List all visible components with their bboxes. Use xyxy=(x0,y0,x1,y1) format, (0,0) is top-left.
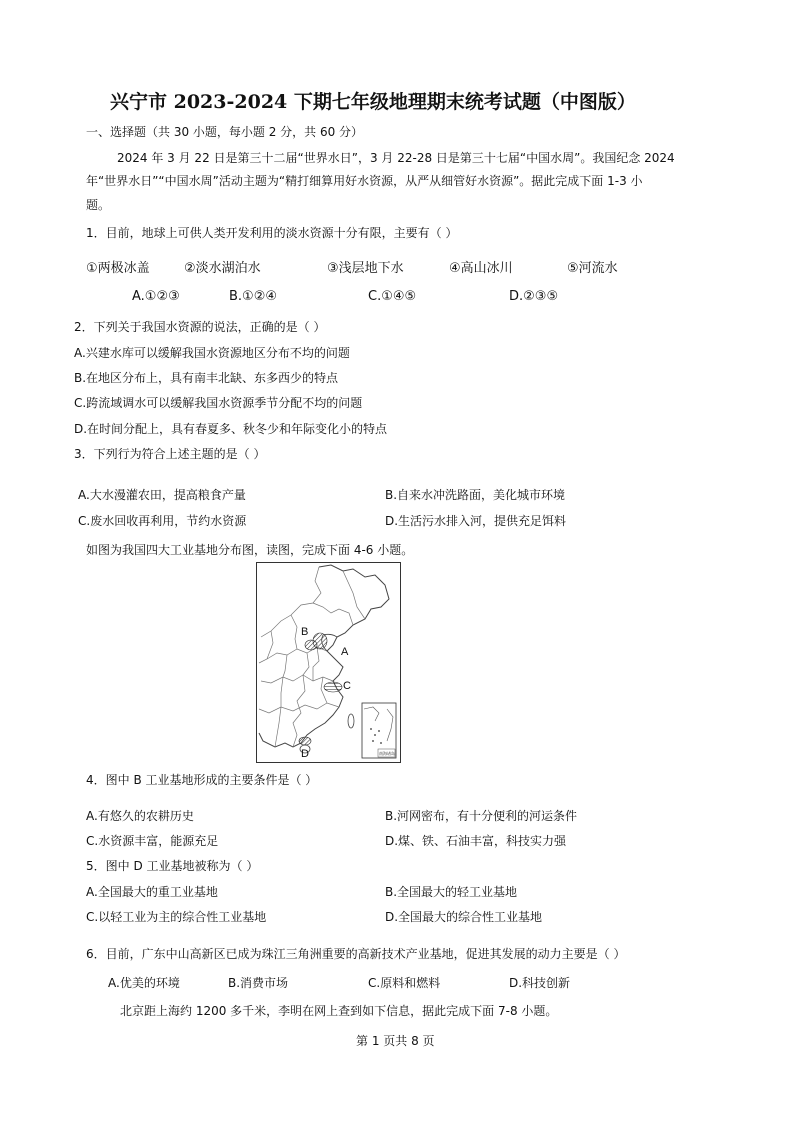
question-1-option-d[interactable]: D.②③⑤ xyxy=(509,289,559,304)
section-heading: 一、选择题（共 30 小题，每小题 2 分，共 60 分） xyxy=(86,125,364,139)
question-2-option-d[interactable]: D.在时间分配上，具有春夏多、秋冬少和年际变化小的特点 xyxy=(74,422,388,436)
question-1-item-1: ①两极冰盖 xyxy=(86,261,150,276)
question-3-stem: 3．下列行为符合上述主题的是（ ） xyxy=(74,447,266,461)
map-label-d: D xyxy=(301,748,309,760)
question-2-stem: 2．下列关于我国水资源的说法，正确的是（ ） xyxy=(74,320,326,334)
question-1-stem: 1．目前，地球上可供人类开发利用的淡水资源十分有限，主要有（ ） xyxy=(86,226,458,240)
intro-1-3-line-2: 年“世界水日”“中国水周”活动主题为“精打细算用好水资源，从严从细管好水资源”。据此完成下面 1-3 小 xyxy=(86,174,643,188)
question-1-item-5: ⑤河流水 xyxy=(567,261,618,276)
question-5-option-d[interactable]: D.全国最大的综合性工业基地 xyxy=(385,910,543,924)
map-label-b: B xyxy=(301,626,309,638)
question-4-stem: 4．图中 B 工业基地形成的主要条件是（ ） xyxy=(86,773,318,787)
intro-7-8: 北京距上海约 1200 多千米，李明在网上查到如下信息，据此完成下面 7-8 小题。 xyxy=(120,1004,558,1018)
question-6-option-b[interactable]: B.消费市场 xyxy=(228,976,289,990)
question-5-option-b[interactable]: B.全国最大的轻工业基地 xyxy=(385,885,518,899)
question-2-option-b[interactable]: B.在地区分布上，具有南丰北缺、东多西少的特点 xyxy=(74,371,339,385)
question-1-option-c[interactable]: C.①④⑤ xyxy=(368,289,417,304)
question-1-option-b[interactable]: B.①②④ xyxy=(229,289,278,304)
map-label-c: C xyxy=(343,680,351,692)
industrial-area-b xyxy=(305,640,317,650)
question-4-option-c[interactable]: C.水资源丰富，能源充足 xyxy=(86,834,219,848)
question-4-option-d[interactable]: D.煤、铁、石油丰富，科技实力强 xyxy=(385,834,567,848)
intro-1-3-line-1: 2024 年 3 月 22 日是第三十二届“世界水日”，3 月 22-28 日是第三十七届“中国水周”。我国纪念 2024 xyxy=(117,151,675,165)
intro-4-6: 如图为我国四大工业基地分布图，读图，完成下面 4-6 小题。 xyxy=(86,543,414,557)
taiwan-island xyxy=(348,714,354,728)
intro-1-3-line-3: 题。 xyxy=(86,198,111,212)
question-5-option-c[interactable]: C.以轻工业为主的综合性工业基地 xyxy=(86,910,267,924)
industrial-area-c xyxy=(324,682,342,692)
question-2-option-c[interactable]: C.跨流域调水可以缓解我国水资源季节分配不均的问题 xyxy=(74,396,363,410)
question-4-option-a[interactable]: A.有悠久的农耕历史 xyxy=(86,809,194,823)
question-5-option-a[interactable]: A.全国最大的重工业基地 xyxy=(86,885,218,899)
question-4-option-b[interactable]: B.河网密布，有十分便利的河运条件 xyxy=(385,809,578,823)
question-1-item-2: ②淡水湖泊水 xyxy=(184,261,261,276)
question-3-option-c[interactable]: C.废水回收再利用，节约水资源 xyxy=(78,514,247,528)
question-6-option-a[interactable]: A.优美的环境 xyxy=(108,976,180,990)
map-drawing xyxy=(257,563,400,762)
question-6-stem: 6．目前，广东中山高新区已成为珠江三角洲重要的高新技术产业基地，促进其发展的动力主要是（ ） xyxy=(86,947,626,961)
question-1-item-3: ③浅层地下水 xyxy=(327,261,404,276)
page-title: 兴宁市 2023-2024 下期七年级地理期末统考试题（中图版） xyxy=(110,91,636,113)
question-2-option-a[interactable]: A.兴建水库可以缓解我国水资源地区分布不均的问题 xyxy=(74,346,350,360)
china-industrial-bases-map xyxy=(256,562,401,763)
inset-caption: 南海诸岛 xyxy=(379,751,395,756)
question-5-stem: 5．图中 D 工业基地被称为（ ） xyxy=(86,859,259,873)
industrial-area-d xyxy=(299,737,311,745)
question-6-option-c[interactable]: C.原料和燃料 xyxy=(368,976,441,990)
question-3-option-b[interactable]: B.自来水冲洗路面，美化城市环境 xyxy=(385,488,566,502)
page-footer: 第 1 页共 8 页 xyxy=(356,1034,435,1048)
question-1-option-a[interactable]: A.①②③ xyxy=(132,289,180,304)
question-3-option-a[interactable]: A.大水漫灌农田，提高粮食产量 xyxy=(78,488,246,502)
question-1-item-4: ④高山冰川 xyxy=(449,261,513,276)
question-3-option-d[interactable]: D.生活污水排入河，提供充足饵料 xyxy=(385,514,567,528)
question-6-option-d[interactable]: D.科技创新 xyxy=(509,976,571,990)
map-label-a: A xyxy=(341,646,349,658)
